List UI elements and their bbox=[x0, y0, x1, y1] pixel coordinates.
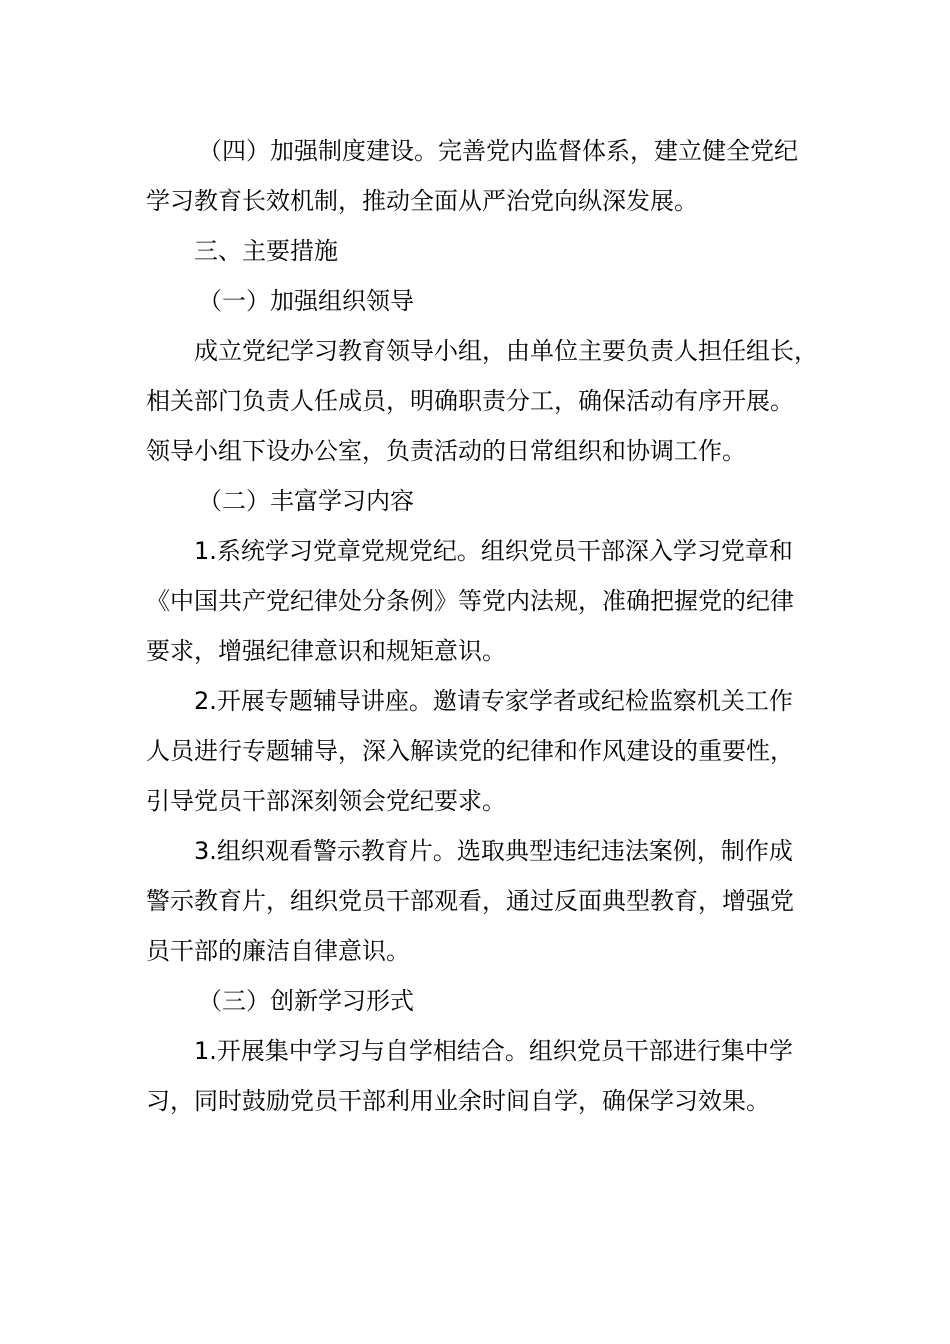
text-line: 相关部门负责人任成员，明确职责分工，确保活动有序开展。 bbox=[146, 387, 794, 415]
text-line: 成立党纪学习教育领导小组，由单位主要负责人担任组长， bbox=[194, 337, 818, 365]
text-line: 警示教育片，组织党员干部观看，通过反面典型教育，增强党 bbox=[146, 887, 794, 915]
text-line: 人员进行专题辅导，深入解读党的纪律和作风建设的重要性， bbox=[146, 737, 794, 765]
text-line: 《中国共产党纪律处分条例》等党内法规，准确把握党的纪律 bbox=[146, 587, 794, 615]
section-heading: 三、主要措施 bbox=[194, 237, 338, 265]
text-line: 领导小组下设办公室，负责活动的日常组织和协调工作。 bbox=[146, 437, 746, 465]
text-line: 2.开展专题辅导讲座。邀请专家学者或纪检监察机关工作 bbox=[194, 687, 793, 715]
text-line: 要求，增强纪律意识和规矩意识。 bbox=[146, 637, 506, 665]
subsection-heading: （二）丰富学习内容 bbox=[198, 487, 414, 515]
text-line: 1.开展集中学习与自学相结合。组织党员干部进行集中学 bbox=[194, 1037, 793, 1065]
subsection-heading: （一）加强组织领导 bbox=[198, 287, 414, 315]
text-line: 习，同时鼓励党员干部利用业余时间自学，确保学习效果。 bbox=[146, 1087, 770, 1115]
text-line: 学习教育长效机制，推动全面从严治党向纵深发展。 bbox=[146, 187, 698, 215]
document-body bbox=[146, 126, 826, 1126]
text-line: 3.组织观看警示教育片。选取典型违纪违法案例，制作成 bbox=[194, 837, 793, 865]
text-line: （四）加强制度建设。完善党内监督体系，建立健全党纪 bbox=[198, 137, 798, 165]
text-line: 引导党员干部深刻领会党纪要求。 bbox=[146, 787, 506, 815]
subsection-heading: （三）创新学习形式 bbox=[198, 987, 414, 1015]
text-line: 1.系统学习党章党规党纪。组织党员干部深入学习党章和 bbox=[194, 537, 793, 565]
text-line: 员干部的廉洁自律意识。 bbox=[146, 937, 410, 965]
